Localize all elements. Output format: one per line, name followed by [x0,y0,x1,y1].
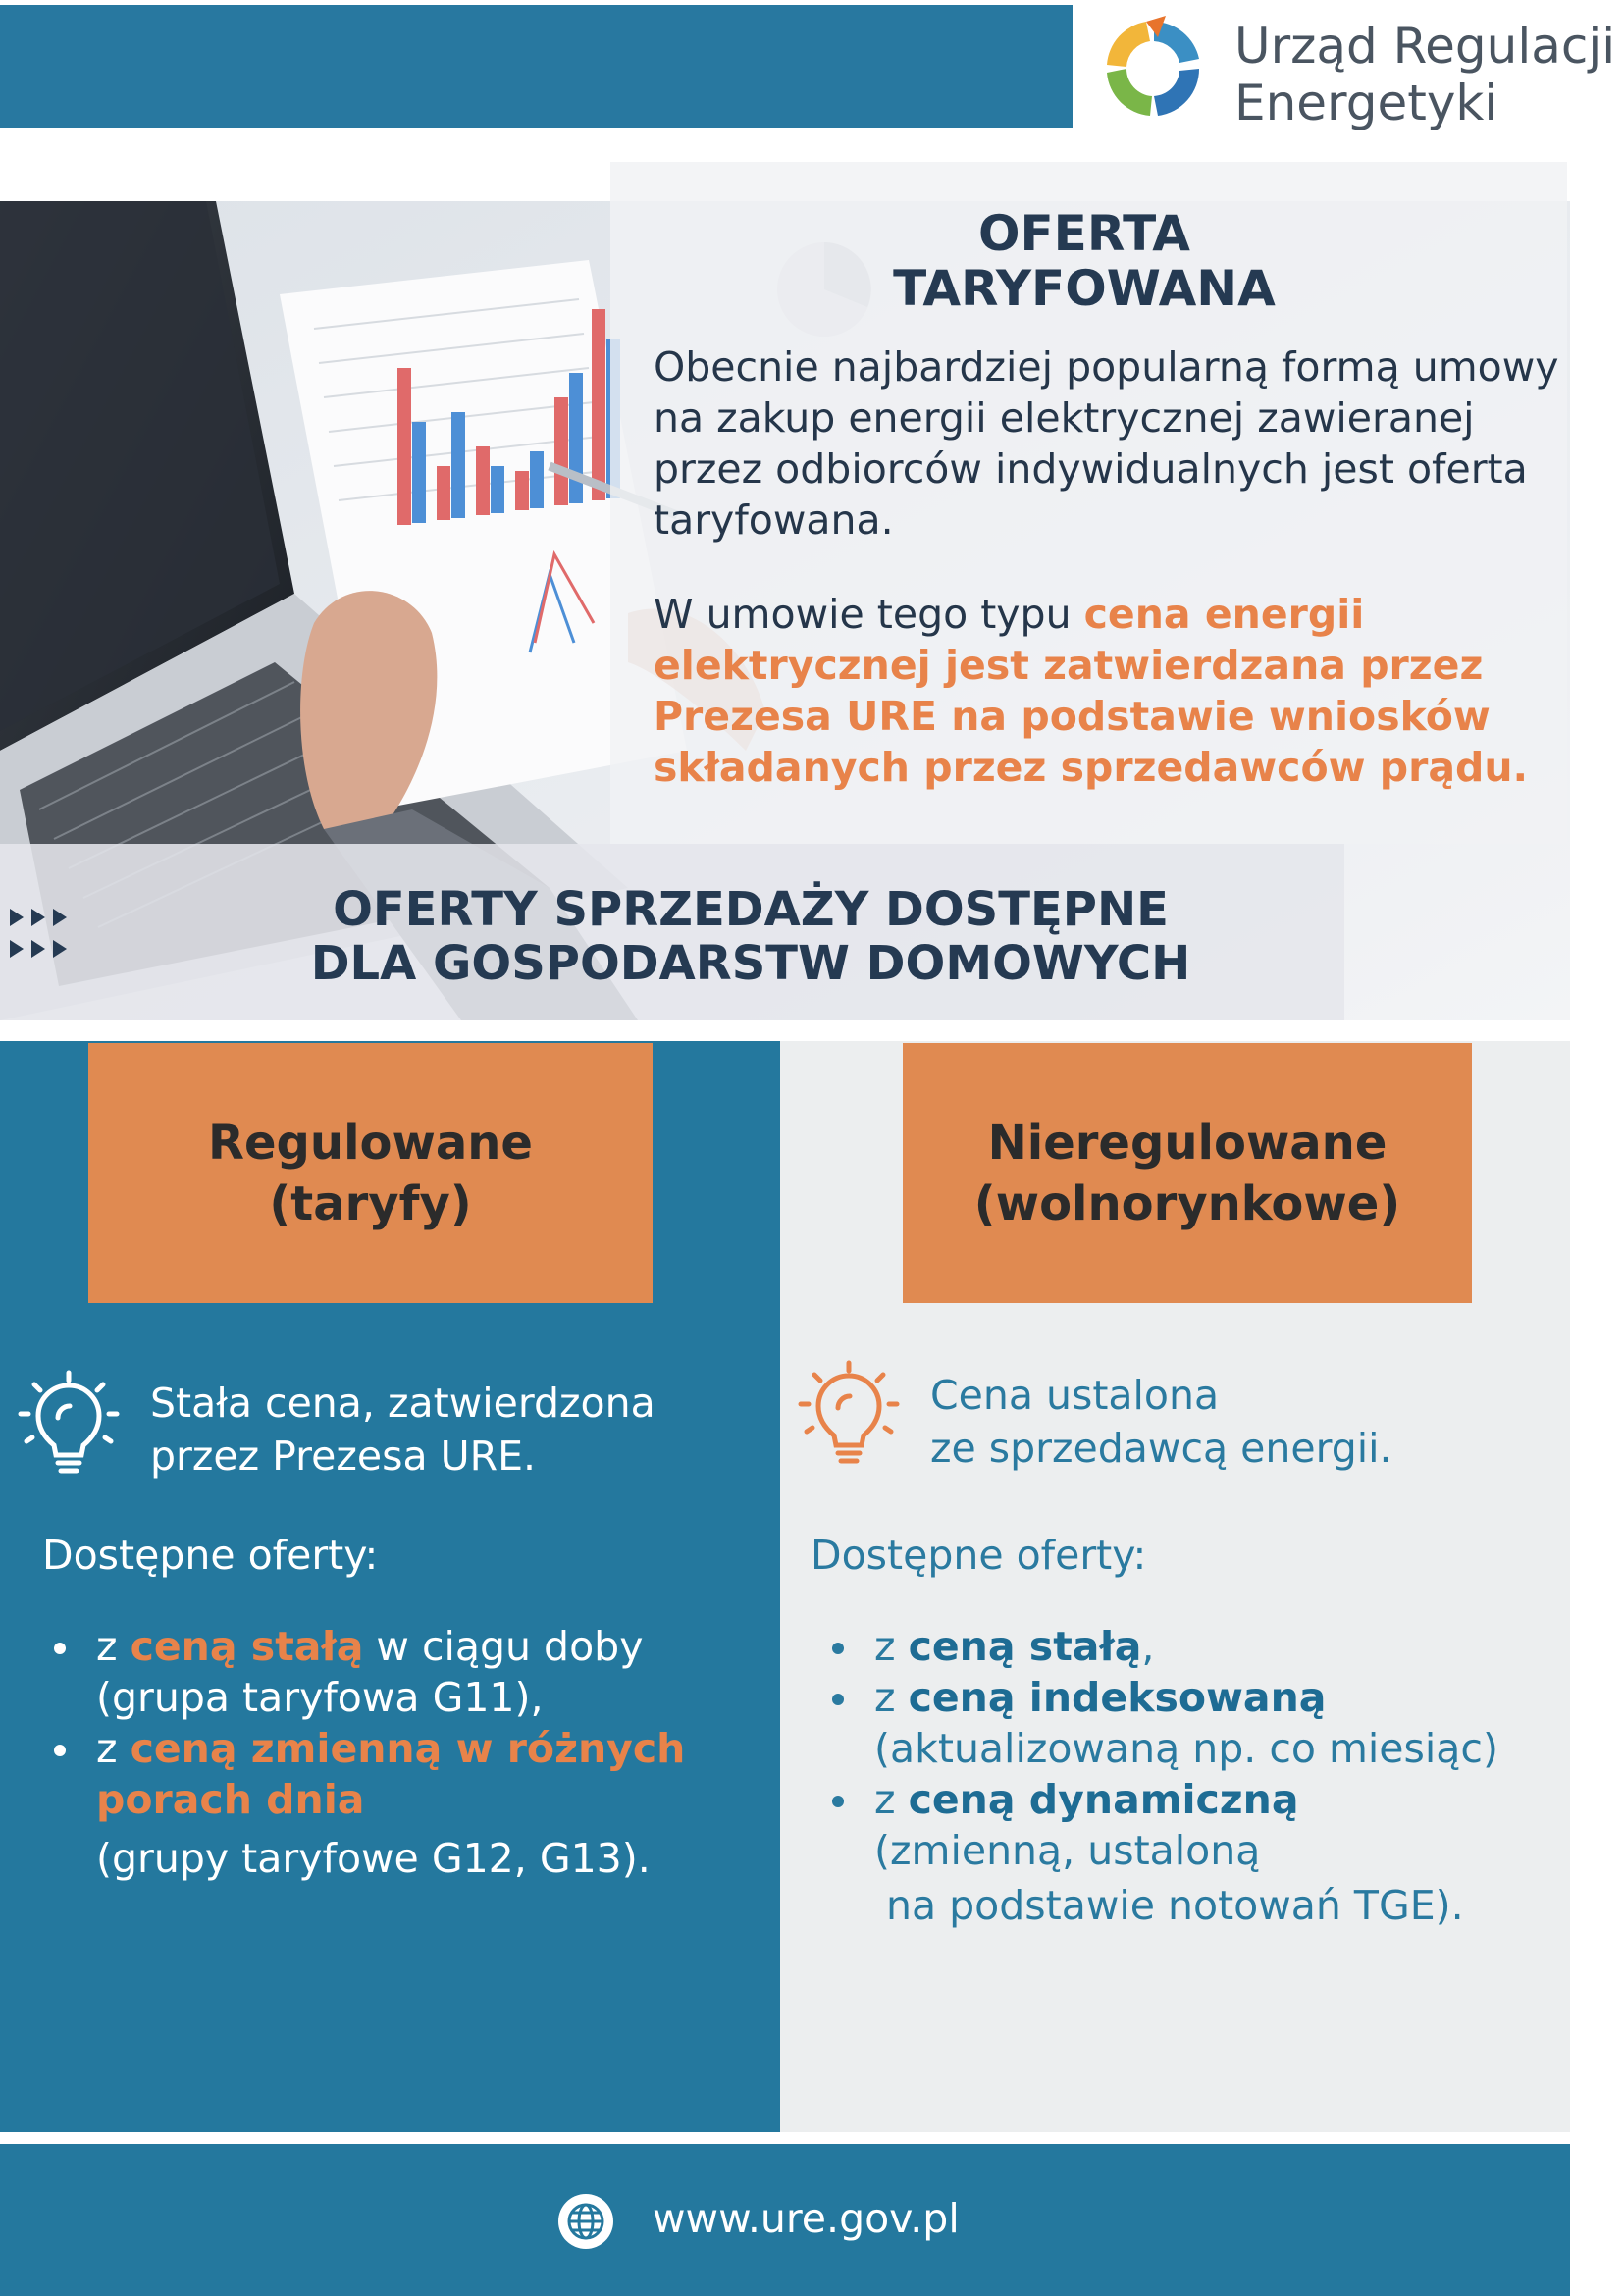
list-item [42,1723,729,1884]
list-item [820,1621,1566,1672]
list-item-bold: ceną dynamiczną [908,1776,1299,1823]
ure-logo-icon [1097,12,1211,126]
unregulated-description-line2: ze sprzedawcą energii. [930,1425,1392,1472]
intro-title-line2: TARYFOWANA [893,260,1276,317]
list-item-note: (grupy taryfowe G12, G13). [96,1835,651,1882]
regulated-tag-line2: (taryfy) [269,1175,472,1231]
unregulated-available-label: Dostępne oferty: [811,1532,1147,1579]
list-item-note: (zmienną, ustaloną [874,1827,1261,1874]
unregulated-tag-line2: (wolnorynkowe) [973,1175,1401,1231]
globe-icon [557,2193,614,2250]
unregulated-description [930,1369,1558,1475]
list-item-note: (grupa taryfowa G11), [96,1674,544,1721]
list-item-highlight: ceną zmienną w różnych porach dnia [96,1725,686,1823]
list-item [820,1774,1566,1931]
triple-arrow-icon [8,907,77,973]
unregulated-tag-line1: Nieregulowane [987,1115,1388,1171]
intro-paragraph-2-plain: W umowie tego typu [654,591,1084,638]
list-item-bold: ceną indeksowaną [908,1674,1327,1721]
list-item-prefix: z [874,1674,909,1721]
unregulated-offer-list [820,1621,1566,1931]
offers-title-line1: OFERTY SPRZEDAŻY DOSTĘPNE [333,882,1169,937]
list-item-note: (aktualizowaną np. co miesiąc) [874,1725,1498,1772]
regulated-tag [88,1043,653,1303]
list-item-bold: ceną stałą [908,1623,1142,1670]
regulated-offer-list [42,1621,729,1884]
org-name-line1: Urząd Regulacji [1234,18,1616,75]
list-item-suffix: , [1141,1623,1155,1670]
header-bar [0,5,1073,128]
intro-paragraph-2-highlight: cena energii elektrycznej jest zatwierdzana przez Prezesa URE na podstawie wniosków składanych przez sprzedawców prądu. [654,591,1529,791]
org-name-line2: Energetyki [1234,75,1498,131]
list-item-prefix: z [874,1776,909,1823]
intro-paragraph-2 [654,589,1566,793]
lightbulb-icon [795,1359,903,1477]
intro-title [628,206,1541,316]
org-name [1234,18,1615,131]
offers-title [157,883,1344,991]
website-link[interactable]: www.ure.gov.pl [653,2195,960,2242]
lightbulb-icon [15,1369,123,1487]
regulated-tag-line1: Regulowane [208,1115,533,1171]
intro-title-line1: OFERTA [978,205,1190,262]
list-item-highlight: ceną stałą [130,1623,364,1670]
list-item-suffix: w ciągu doby [363,1623,644,1670]
unregulated-tag [903,1043,1472,1303]
offers-title-line2: DLA GOSPODARSTW DOMOWYCH [310,936,1191,991]
list-item-prefix: z [96,1725,131,1772]
list-item [42,1621,729,1723]
regulated-description: Stała cena, zatwierdzona przez Prezesa URE. [150,1380,655,1480]
intro-paragraph-1: Obecnie najbardziej popularną formą umowy na zakup energii elektrycznej zawieranej przez odbiorców indywidualnych jest oferta taryfowana. [654,343,1559,544]
regulated-available-label: Dostępne oferty: [42,1532,379,1579]
list-item-prefix: z [874,1623,909,1670]
list-item-note: na podstawie notowań TGE). [886,1882,1464,1929]
list-item-prefix: z [96,1623,131,1670]
unregulated-description-line1: Cena ustalona [930,1372,1220,1419]
ure-logo [1097,12,1616,131]
list-item [820,1672,1566,1774]
